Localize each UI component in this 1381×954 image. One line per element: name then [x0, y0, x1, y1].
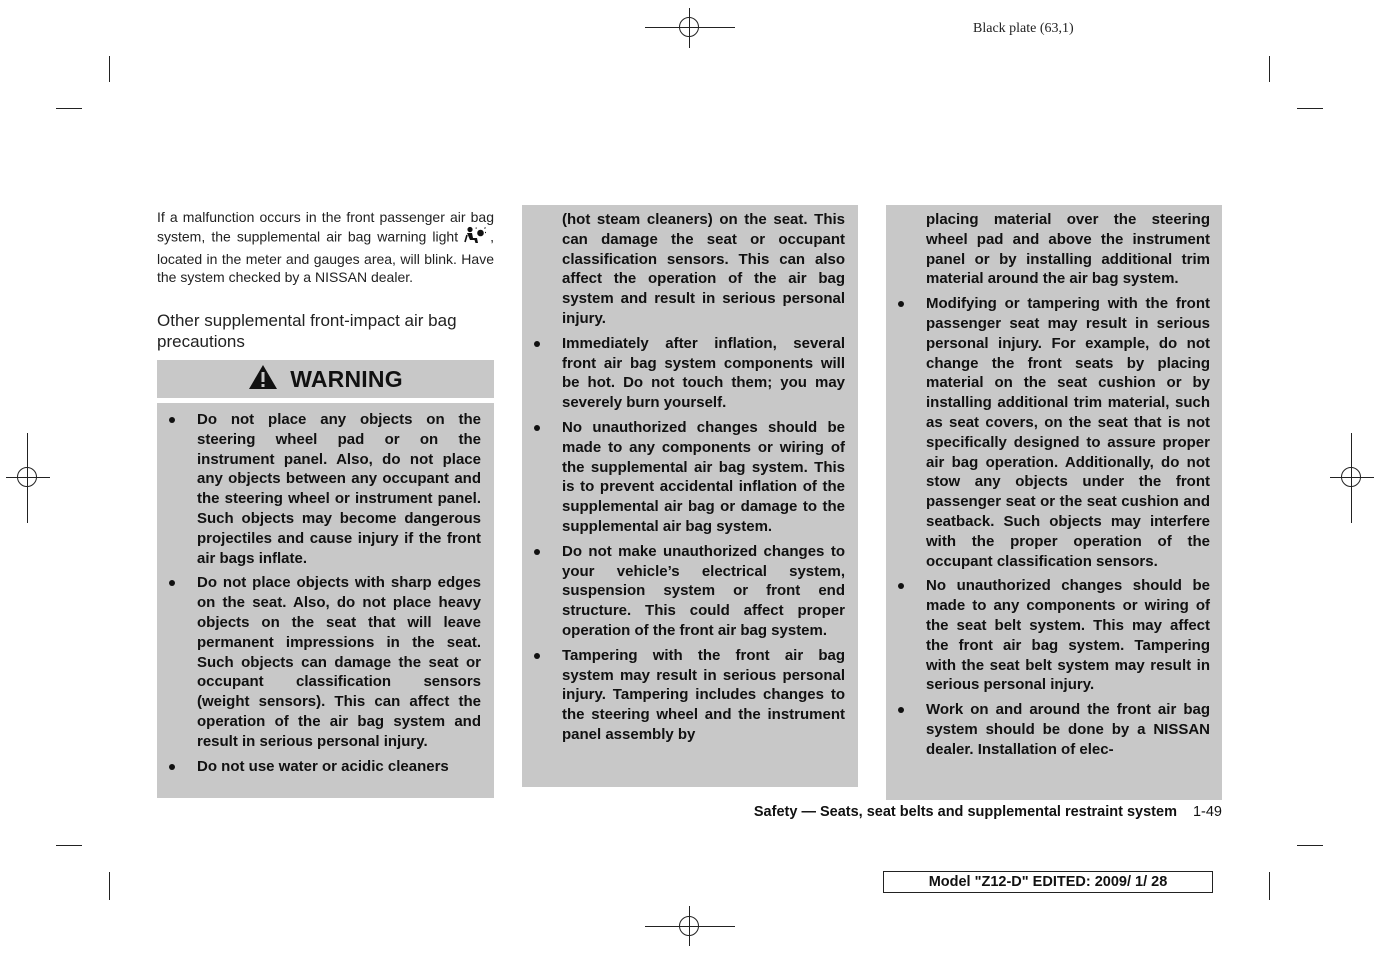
warning-list-2 [522, 334, 845, 745]
warning-header [157, 360, 494, 398]
model-edit-box: Model "Z12-D" EDITED: 2009/ 1/ 28 [883, 871, 1213, 893]
list-item: Immediately after inflation, several front air bag system components will be hot. Do not touch them; you may severely burn yourself. [522, 334, 845, 413]
warning-list-1 [157, 410, 481, 776]
warning-column-2 [522, 205, 858, 787]
page-number: 1-49 [1192, 804, 1222, 820]
airbag-warning-icon [464, 226, 486, 250]
footer-section-title: Safety — Seats, seat belts and supplemental restraint system [753, 804, 1177, 820]
intro-text-before: If a malfunction occurs in the front passenger air bag system, the supplemental air bag warning light [157, 209, 494, 245]
intro-paragraph [157, 208, 494, 286]
page-footer [600, 804, 1222, 820]
list-item: Tampering with the front air bag system may result in serious personal injury. Tampering includes changes to the steering wheel and the instrument panel assembly by [522, 646, 845, 745]
warning-title: WARNING [290, 365, 403, 392]
list-item: Do not place objects with sharp edges on the seat. Also, do not place heavy objects on the seat that will leave permanent impressions in the seat. Such objects can damage the seat or occupant classification sensors (weight sensors). This can affect the operation of the air bag system and result in serious personal injury. [157, 573, 481, 751]
continued-text: (hot steam cleaners) on the seat. This can damage the seat or occupant classification sensors. This can also affect the operation of the air bag system and result in serious personal injury. [562, 211, 845, 327]
warning-list-3 [886, 294, 1210, 759]
list-item: Do not place any objects on the steering wheel pad or on the instrument panel. Also, do not place any objects between any occupant and the steering wheel or instrument panel. Such objects may become dangerous projectiles and cause injury if the front air bags inflate. [157, 410, 481, 568]
list-item: No unauthorized changes should be made to any components or wiring of the seat belt system. This may affect the front air bag system. Tampering with the seat belt system may result in serious personal injury. [886, 576, 1210, 695]
list-item: No unauthorized changes should be made to any components or wiring of the supplemental air bag system. This is to prevent accidental inflation of the supplemental air bag or damage to the supplemental air bag system. [522, 418, 845, 537]
continued-text: placing material over the steering wheel pad and above the instrument panel or by installing additional trim material around the air bag system. [926, 211, 1210, 288]
plate-label: Black plate (63,1) [973, 21, 1074, 36]
warning-triangle-icon [248, 364, 278, 395]
list-item: Modifying or tampering with the front passenger seat may result in serious personal injury. For example, do not change the front seats by placing material on the seat cushion or by installing additional trim material, such as seat covers, on the seat that is not specifically designed to assure proper air bag operation. Additionally, do not stow any objects under the front passenger seat or the seat cushion and seatback. Such objects may interfere with the proper operation of the occupant classification sensors. [886, 294, 1210, 571]
list-item: Do not use water or acidic cleaners [157, 757, 481, 777]
warning-column-3 [886, 205, 1222, 800]
list-item: Do not make unauthorized changes to your vehicle’s electrical system, suspension system or front end structure. This could affect proper operation of the front air bag system. [522, 542, 845, 641]
intro-text-after: , located in the meter and gauges area, will blink. Have the system checked by a NISSAN dealer. [157, 228, 494, 285]
list-item: Work on and around the front air bag system should be done by a NISSAN dealer. Installation of elec- [886, 700, 1210, 759]
warning-column-1 [157, 403, 494, 798]
section-subheading: Other supplemental front-impact air bag precautions [157, 311, 457, 351]
